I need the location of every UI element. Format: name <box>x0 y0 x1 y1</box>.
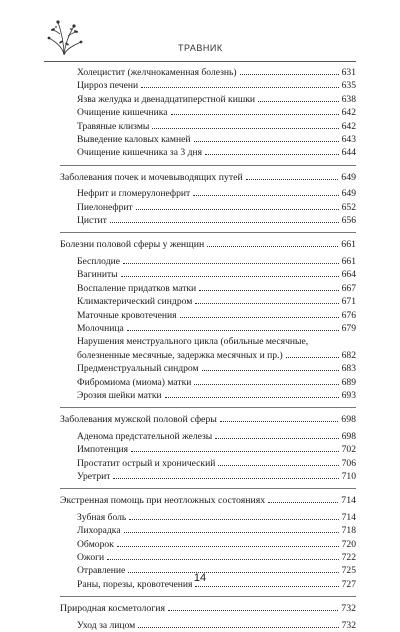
toc-entry-title: Холецистит (желчнокаменная болезнь) <box>77 67 237 78</box>
dot-leader <box>123 263 339 264</box>
toc-entry-page: 667 <box>341 282 356 294</box>
toc-entry[interactable] <box>60 66 356 79</box>
dot-leader <box>205 154 339 155</box>
toc-entry-title: Травяные клизмы <box>77 120 150 132</box>
dot-leader <box>113 478 338 479</box>
toc-group <box>60 430 356 484</box>
toc-entry-title: Ожоги <box>77 552 105 563</box>
page-number: 14 <box>193 572 207 584</box>
dot-leader <box>240 74 339 75</box>
herb-sprig-icon <box>44 18 84 56</box>
toc-group <box>60 362 356 402</box>
toc-entry[interactable] <box>60 430 356 443</box>
toc-entry-title-line1: Нарушения менструального цикла (обильные месячные, <box>77 336 309 348</box>
dot-leader <box>194 141 339 142</box>
toc-section[interactable] <box>60 171 356 184</box>
section-divider <box>60 596 356 597</box>
toc-entry-title: Воспаление придатков матки <box>77 282 197 294</box>
toc-section-page: 698 <box>341 414 356 426</box>
toc-section-title: Заболевания почек и мочевыводящих путей <box>60 171 243 183</box>
toc-entry[interactable] <box>60 79 356 92</box>
toc-entry-title: Климактерический синдром <box>77 296 193 308</box>
toc-section-page: 714 <box>341 495 356 507</box>
toc-entry-page: 702 <box>341 444 356 456</box>
toc-entry-page: 649 <box>341 188 356 200</box>
toc-entry[interactable] <box>60 295 356 308</box>
toc-entry-title: Эрозия шейки матки <box>77 389 162 401</box>
dot-leader <box>165 397 339 398</box>
toc-entry-title: Бесплодие <box>77 255 120 267</box>
toc-entry[interactable] <box>60 106 356 119</box>
toc-entry-title: Зубная боль <box>77 511 127 523</box>
toc-entry[interactable] <box>60 282 356 295</box>
toc-entry-title: Обморок <box>77 538 114 550</box>
toc-group <box>60 187 356 227</box>
toc-entry-title: Раны, порезы, кровотечения <box>77 578 193 590</box>
toc-entry[interactable] <box>60 511 356 524</box>
toc-entry-page: 656 <box>341 215 356 227</box>
dot-leader <box>268 502 338 503</box>
dot-leader <box>194 384 338 385</box>
toc-section[interactable] <box>60 413 356 426</box>
toc-entry-page: 722 <box>341 552 356 563</box>
toc-entry[interactable] <box>60 389 356 402</box>
dot-leader <box>207 246 338 247</box>
toc-entry-title: Предменструальный синдром <box>77 363 199 375</box>
toc-entry-page: 679 <box>341 322 356 334</box>
toc-entry-title: Маточные кровотечения <box>77 309 177 321</box>
toc-entry-title: Простатит острый и хронический <box>77 457 216 469</box>
toc-section-title: Экстренная помощь при неотложных состояниях <box>60 495 266 507</box>
toc-entry-page: 635 <box>341 80 356 92</box>
toc-entry-title-line2: болезненные месячные, задержка месячных и пр.) <box>77 349 283 361</box>
toc-entry[interactable] <box>60 524 356 537</box>
dot-leader <box>195 586 338 587</box>
toc-entry-title: Уход за лицом <box>77 619 136 631</box>
toc-entry-page: 710 <box>341 470 356 482</box>
section-divider <box>60 407 356 408</box>
header-rule <box>44 61 356 62</box>
toc-entry-page: 643 <box>341 134 356 146</box>
table-of-contents <box>60 66 356 632</box>
toc-entry-title: Вагиниты <box>77 269 118 281</box>
toc-group <box>60 66 356 160</box>
toc-entry-title: Язва желудка и двенадцатиперстной кишки <box>77 93 256 105</box>
toc-group <box>60 619 356 632</box>
toc-entry-title: Нефрит и гломерулонефрит <box>77 188 191 200</box>
toc-entry[interactable] <box>60 120 356 133</box>
section-divider <box>60 165 356 166</box>
toc-entry-title: Уретрит <box>77 470 111 482</box>
toc-entry-page: 664 <box>341 269 356 281</box>
toc-entry-title: Пиелонефрит <box>77 201 133 213</box>
running-header-title: ТРАВНИК <box>178 43 223 53</box>
dot-leader <box>136 209 339 210</box>
dot-leader <box>152 128 338 129</box>
toc-entry-page: 718 <box>341 525 356 537</box>
toc-entry-page: 727 <box>341 578 356 590</box>
toc-entry[interactable] <box>60 146 356 159</box>
dot-leader <box>193 195 338 196</box>
toc-entry-page: 698 <box>341 430 356 442</box>
toc-entry-page: 693 <box>341 389 356 401</box>
toc-entry[interactable] <box>60 133 356 146</box>
toc-entry-title: Молочница <box>77 322 124 334</box>
dot-leader <box>107 559 338 560</box>
dot-leader <box>138 627 338 628</box>
dot-leader <box>199 290 338 291</box>
dot-leader <box>141 87 338 88</box>
dot-leader <box>180 317 339 318</box>
toc-section-title: Болезни половой сферы у женщин <box>60 239 205 251</box>
toc-section[interactable] <box>60 238 356 251</box>
toc-entry-page: 676 <box>341 309 356 321</box>
dot-leader <box>129 519 338 520</box>
toc-section-page: 732 <box>341 603 356 615</box>
toc-entry-page: 671 <box>341 296 356 308</box>
toc-entry[interactable] <box>60 255 356 268</box>
toc-entry-page: 683 <box>341 363 356 375</box>
toc-entry-title: Выведение каловых камней <box>77 134 191 146</box>
section-divider <box>60 488 356 489</box>
toc-entry-page: 720 <box>341 538 356 550</box>
toc-entry-page: 689 <box>341 376 356 388</box>
toc-entry-page: 631 <box>341 67 356 78</box>
toc-entry[interactable] <box>60 201 356 214</box>
toc-entry-page: 661 <box>341 255 356 267</box>
dot-leader <box>117 546 339 547</box>
dot-leader <box>171 114 339 115</box>
toc-entry[interactable] <box>60 322 356 335</box>
dot-leader <box>258 101 339 102</box>
dot-leader <box>110 222 339 223</box>
toc-entry[interactable] <box>60 457 356 470</box>
dot-leader <box>121 276 339 277</box>
toc-entry[interactable] <box>60 376 356 389</box>
toc-entry[interactable] <box>60 551 356 564</box>
toc-entry[interactable] <box>60 619 356 632</box>
toc-entry-page: 652 <box>341 201 356 213</box>
toc-entry-page: 642 <box>341 107 356 119</box>
toc-entry[interactable] <box>60 443 356 456</box>
toc-entry[interactable] <box>60 538 356 551</box>
toc-entry-title: Цирроз печени <box>77 80 139 92</box>
toc-entry-page: 644 <box>341 147 356 159</box>
toc-entry-page: 725 <box>341 565 356 577</box>
dot-leader <box>127 330 339 331</box>
toc-entry-page: 706 <box>341 457 356 469</box>
toc-section[interactable] <box>60 494 356 507</box>
toc-group <box>60 255 356 335</box>
toc-entry[interactable] <box>60 187 356 200</box>
dot-leader <box>286 357 339 358</box>
dot-leader <box>215 438 338 439</box>
page-header <box>0 0 400 62</box>
toc-entry-multiline[interactable] <box>60 335 356 362</box>
toc-entry-title: Очищение кишечника <box>77 107 168 119</box>
section-divider <box>60 232 356 233</box>
toc-section[interactable] <box>60 602 356 615</box>
toc-section-title: Заболевания мужской половой сферы <box>60 414 217 426</box>
toc-entry-title: Очищение кишечника за 3 дня <box>77 147 202 159</box>
toc-entry-title: Отравление <box>77 565 126 577</box>
dot-leader <box>202 370 339 371</box>
toc-entry[interactable] <box>60 309 356 322</box>
dot-leader <box>131 451 339 452</box>
toc-entry[interactable] <box>60 268 356 281</box>
dot-leader <box>124 532 339 533</box>
dot-leader <box>220 421 338 422</box>
toc-section-page: 649 <box>341 171 356 183</box>
dot-leader <box>195 303 338 304</box>
toc-entry-page: 732 <box>341 619 356 631</box>
toc-entry-title: Цистит <box>77 215 107 227</box>
dot-leader <box>218 465 338 466</box>
toc-section-title: Природная косметология <box>60 603 166 615</box>
toc-entry[interactable] <box>60 93 356 106</box>
toc-entry-title: Аденома предстательной железы <box>77 430 213 442</box>
toc-entry-page: 642 <box>341 120 356 132</box>
toc-section-page: 661 <box>341 239 356 251</box>
toc-entry-title: Лихорадка <box>77 525 121 537</box>
toc-entry-page: 682 <box>341 349 356 361</box>
toc-entry[interactable] <box>60 214 356 227</box>
toc-entry-title: Фибромиома (миома) матки <box>77 376 192 388</box>
toc-entry[interactable] <box>60 362 356 375</box>
toc-entry-page: 638 <box>341 93 356 105</box>
toc-entry[interactable] <box>60 470 356 483</box>
toc-entry-page: 714 <box>341 511 356 523</box>
dot-leader <box>246 179 339 180</box>
dot-leader <box>168 610 338 611</box>
toc-entry-title: Импотенция <box>77 444 129 456</box>
